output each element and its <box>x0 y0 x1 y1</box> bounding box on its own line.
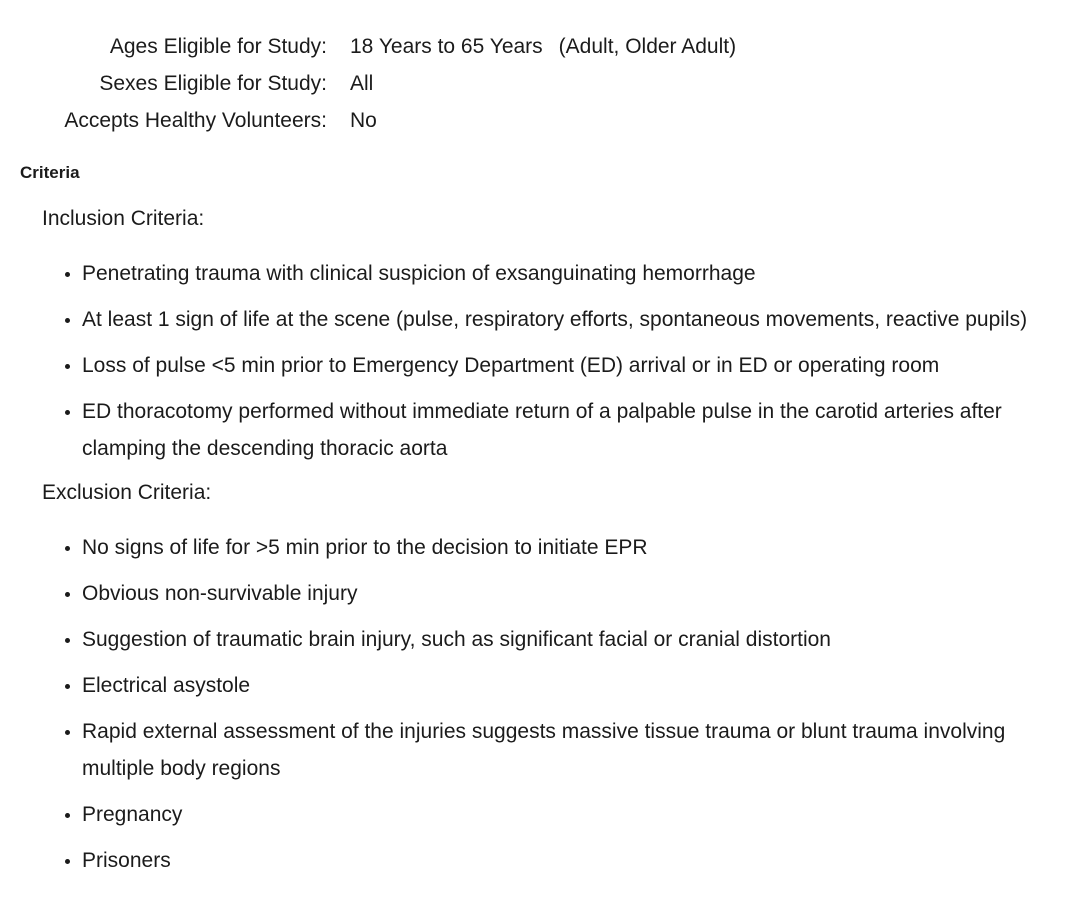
eligibility-value-ages <box>350 28 1070 65</box>
eligibility-value-healthy-volunteers: No <box>350 109 377 132</box>
exclusion-item: • Prisoners <box>82 842 1070 879</box>
eligibility-label-sexes: Sexes Eligible for Study: <box>99 72 327 95</box>
eligibility-label-healthy-volunteers: Accepts Healthy Volunteers: <box>64 109 327 132</box>
inclusion-criteria-list <box>20 255 1070 467</box>
exclusion-criteria-list <box>20 529 1070 879</box>
inclusion-item: • Loss of pulse <5 min prior to Emergency Department (ED) arrival or in ED or operating room <box>82 347 1070 384</box>
eligibility-summary <box>20 28 1070 139</box>
exclusion-item: • No signs of life for >5 min prior to the decision to initiate EPR <box>82 529 1070 566</box>
inclusion-item: • At least 1 sign of life at the scene (pulse, respiratory efforts, spontaneous movements, reactive pupils) <box>82 301 1070 338</box>
eligibility-value-sexes: All <box>350 72 374 95</box>
inclusion-item: • Penetrating trauma with clinical suspicion of exsanguinating hemorrhage <box>82 255 1070 292</box>
eligibility-label-ages: Ages Eligible for Study: <box>109 35 327 58</box>
exclusion-item: • Suggestion of traumatic brain injury, such as significant facial or cranial distortion <box>82 621 1070 658</box>
criteria-heading: Criteria <box>20 163 80 182</box>
exclusion-item: • Obvious non-survivable injury <box>82 575 1070 612</box>
inclusion-item: • ED thoracotomy performed without immediate return of a palpable pulse in the carotid arteries after clamping the descending thoracic aorta <box>82 393 1070 467</box>
inclusion-criteria-title: Inclusion Criteria: <box>42 207 205 230</box>
ages-group-value: (Adult, Older Adult) <box>558 35 737 58</box>
exclusion-item: • Rapid external assessment of the injuries suggests massive tissue trauma or blunt trauma involving multiple body regions <box>82 713 1070 787</box>
exclusion-criteria-title: Exclusion Criteria: <box>42 481 212 504</box>
exclusion-item: • Pregnancy <box>82 796 1070 833</box>
ages-range-value: 18 Years to 65 Years <box>350 35 543 58</box>
exclusion-item: • Electrical asystole <box>82 667 1070 704</box>
